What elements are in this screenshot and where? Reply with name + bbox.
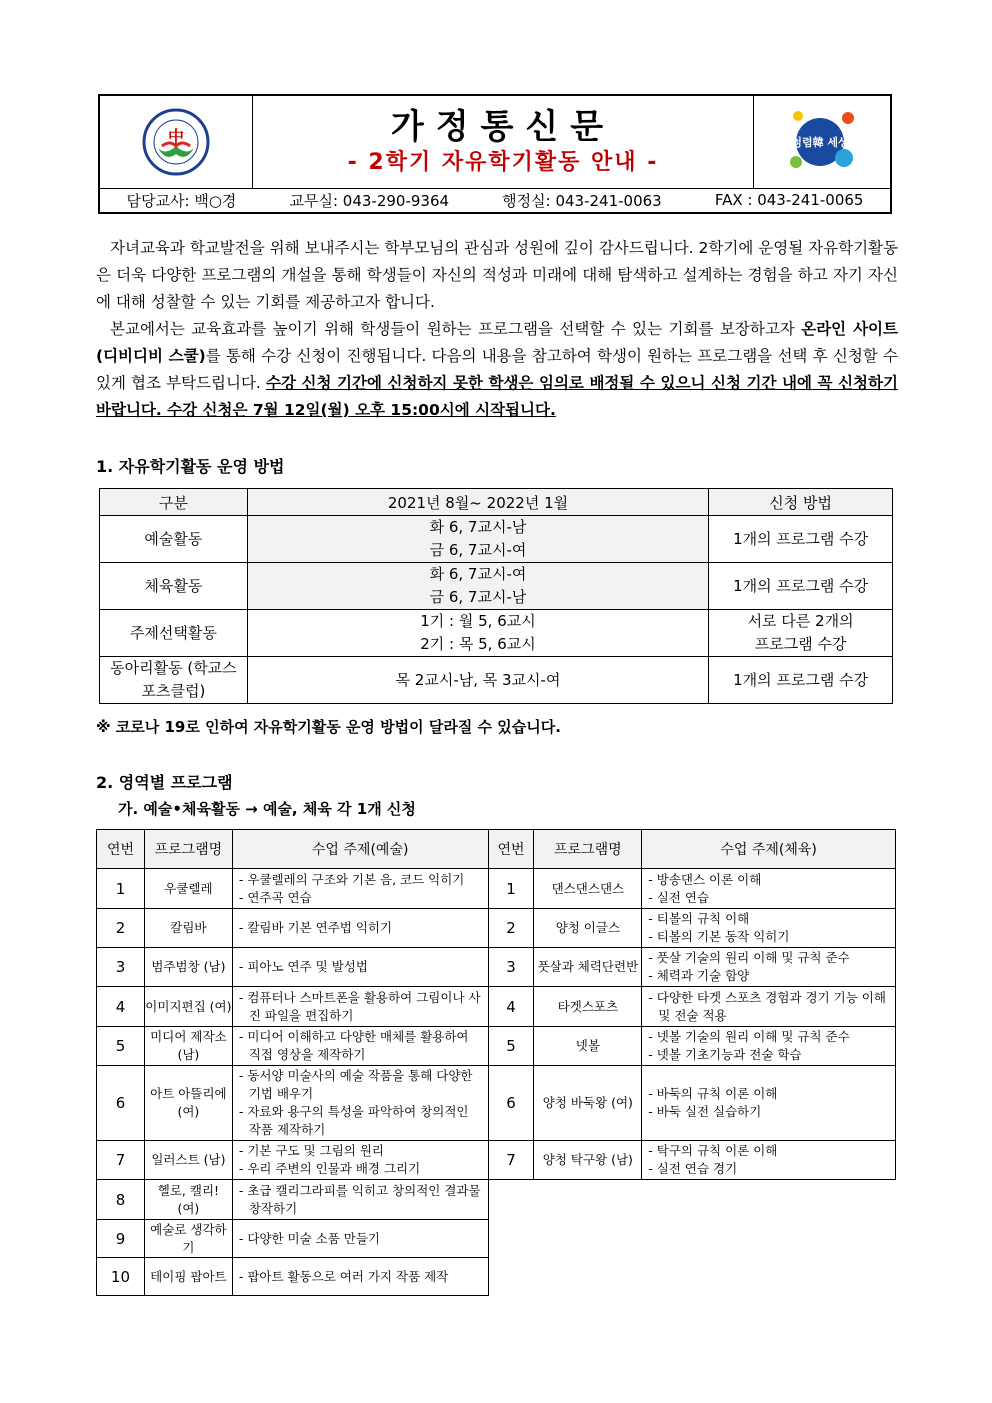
- program-table-header: 연번 프로그램명 수업 주제(예술) 연번 프로그램명 수업 주제(체육): [97, 830, 896, 869]
- topic-item: - 초급 캘리그라피를 익히고 창의적인 결과물 창작하기: [239, 1182, 482, 1218]
- program-name: 넷볼: [534, 1027, 642, 1066]
- contact-office: 교무실: 043-290-9364: [289, 191, 450, 210]
- topic-item: - 팝아트 활동으로 여러 가지 작품 제작: [239, 1268, 482, 1286]
- school-logo-cell: [100, 96, 253, 188]
- topic-item: - 연주곡 연습: [239, 889, 482, 907]
- program-name: 칼림바: [144, 909, 232, 948]
- program-name: 타겟스포츠: [534, 987, 642, 1027]
- topic-item: - 칼림바 기본 연주법 익히기: [239, 919, 482, 937]
- program-number: 7: [488, 1141, 534, 1180]
- program-name: 양청 이글스: [534, 909, 642, 948]
- program-topics: [642, 909, 896, 948]
- emblem-cell: [753, 96, 890, 188]
- program-name: 이미지편집 (여): [144, 987, 232, 1027]
- program-topics: [642, 987, 896, 1027]
- program-name: 우쿨렐레: [144, 869, 232, 909]
- integrity-emblem: [754, 96, 890, 188]
- program-topics: [232, 1027, 488, 1066]
- contact-row: [100, 188, 890, 212]
- program-topics: [232, 1258, 488, 1296]
- program-number: 4: [97, 987, 145, 1027]
- intro-paragraph-2: 본교에서는 교육효과를 높이기 위해 학생들이 원하는 프로그램을 선택할 수 있는 기회를 보장하고자 온라인 사이트(디비디비 스쿨)를 통해 수강 신청이 진행됩니다. 다음의 내용을 참고하여 학생이 원하는 프로그램을 선택 후 신청할 수 있게 협조 부탁드립니다. 수강 신청 기간에 신청하지 못한 학생은 임의로 배정될 수 있으니 신청 기간 내에 꼭 신청하기 바랍니다. 수강 신청은 7월 12일(월) 오후 15:00시에 시작됩니다.: [96, 320, 898, 419]
- topic-item: - 다양한 타겟 스포츠 경험과 경기 기능 이해 및 전술 적용: [648, 989, 889, 1025]
- table-row: [97, 1141, 896, 1180]
- table-row: 동아리활동 (학교스포츠클럽) 목 2교시-남, 목 3교시-여 1개의 프로그램 수강: [100, 657, 893, 704]
- topic-item: - 티볼의 기본 동작 익히기: [648, 928, 889, 946]
- program-name: 댄스댄스댄스: [534, 869, 642, 909]
- program-number: 5: [97, 1027, 145, 1066]
- program-name: 범주범창 (남): [144, 948, 232, 987]
- topic-item: - 티볼의 규칙 이해: [648, 910, 889, 928]
- program-number: 2: [97, 909, 145, 948]
- program-number: 3: [488, 948, 534, 987]
- emblem-text: 청렴韓 세상: [791, 136, 849, 149]
- program-name: 양청 바둑왕 (여): [534, 1066, 642, 1141]
- program-topics: [232, 1220, 488, 1258]
- contact-fax: FAX : 043-241-0065: [714, 191, 864, 209]
- program-topics: [232, 987, 488, 1027]
- program-number: 1: [97, 869, 145, 909]
- intro-paragraph-1: 자녀교육과 학교발전을 위해 보내주시는 학부모님의 관심과 성원에 깊이 감사드립니다. 2학기에 운영될 자유학기활동은 더욱 다양한 프로그램의 개설을 통해 학생들이 자신의 적성과 미래에 대해 탐색하고 설계하는 경험을 하고 자기 자신에 대해 성찰할 수 있는 기회를 제공하고자 합니다.: [96, 239, 898, 311]
- section1-title: 1. 자유학기활동 운영 방법: [96, 457, 285, 476]
- section2-title: 2. 영역별 프로그램: [96, 773, 233, 792]
- program-name: 양청 탁구왕 (남): [534, 1141, 642, 1180]
- program-topics: [232, 909, 488, 948]
- program-name: 일러스트 (남): [144, 1141, 232, 1180]
- table-row: [97, 987, 896, 1027]
- program-name: 풋살과 체력단련반: [534, 948, 642, 987]
- program-name: 미디어 제작소(남): [144, 1027, 232, 1066]
- contact-admin: 행정실: 043-241-0063: [502, 191, 662, 210]
- program-number: 6: [488, 1066, 534, 1141]
- topic-item: - 체력과 기술 함양: [648, 967, 889, 985]
- program-number: 6: [97, 1066, 145, 1141]
- topic-item: - 넷볼 기술의 원리 이해 및 규칙 준수: [648, 1028, 889, 1046]
- table-row: [97, 1066, 896, 1141]
- topic-item: - 실전 연습: [648, 889, 889, 907]
- program-topics: [642, 1141, 896, 1180]
- program-number: 1: [488, 869, 534, 909]
- program-number: 3: [97, 948, 145, 987]
- program-name: 아트 아뜰리에 (여): [144, 1066, 232, 1141]
- topic-item: - 미디어 이해하고 다양한 매체를 활용하여 직접 영상을 제작하기: [239, 1028, 482, 1064]
- table-row: [97, 909, 896, 948]
- program-number: 9: [97, 1220, 145, 1258]
- topic-item: - 바둑의 규칙 이론 이해: [648, 1085, 889, 1103]
- topic-item: - 넷볼 기초기능과 전술 학습: [648, 1046, 889, 1064]
- program-name: 예술로 생각하기: [144, 1220, 232, 1258]
- program-number: 10: [97, 1258, 145, 1296]
- col-header-category: 구분: [100, 489, 248, 516]
- table-row: 주제선택활동 1기 : 월 5, 6교시 2기 : 목 5, 6교시 서로 다른 2개의 프로그램 수강: [100, 610, 893, 657]
- section2-subtitle: 가. 예술•체육활동 → 예술, 체육 각 1개 신청: [118, 800, 416, 818]
- topic-item: - 우쿨렐레의 구조와 기본 음, 코드 익히기: [239, 871, 482, 889]
- program-topics: [642, 948, 896, 987]
- topic-item: - 방송댄스 이론 이해: [648, 871, 889, 889]
- topic-item: - 실전 연습 경기: [648, 1160, 889, 1178]
- page-subtitle: - 2학기 자유학기활동 안내 -: [347, 150, 659, 175]
- contact-teacher: 담당교사: 백○경: [126, 191, 237, 210]
- program-topics: [642, 869, 896, 909]
- intro-text: [96, 235, 898, 424]
- program-topics: [232, 948, 488, 987]
- school-logo: [100, 96, 252, 188]
- table-row: [97, 948, 896, 987]
- topic-item: - 탁구의 규칙 이론 이해: [648, 1142, 889, 1160]
- program-topics: [232, 1180, 488, 1220]
- covid-note: ※ 코로나 19로 인하여 자유학기활동 운영 방법이 달라질 수 있습니다.: [96, 718, 561, 736]
- table-row: 체육활동 화 6, 7교시-여 금 6, 7교시-남 1개의 프로그램 수강: [100, 563, 893, 610]
- page-title: 가정통신문: [390, 107, 616, 147]
- topic-item: - 피아노 연주 및 발성법: [239, 958, 482, 976]
- empty-area: [488, 1180, 896, 1296]
- header-top-row: [100, 96, 890, 189]
- table-row: [97, 1027, 896, 1066]
- operation-table: [99, 488, 893, 704]
- program-number: 8: [97, 1180, 145, 1220]
- program-number: 2: [488, 909, 534, 948]
- logo-character: 中: [167, 127, 185, 146]
- program-name: 헬로, 캘리! (여): [144, 1180, 232, 1220]
- col-header-period: 2021년 8월~ 2022년 1월: [247, 489, 708, 516]
- table-row: [97, 869, 896, 909]
- program-number: 5: [488, 1027, 534, 1066]
- program-topics: [232, 1066, 488, 1141]
- table-row: [97, 1180, 896, 1220]
- program-number: 4: [488, 987, 534, 1027]
- program-topics: [642, 1027, 896, 1066]
- program-topics: [232, 869, 488, 909]
- topic-item: - 기본 구도 및 그림의 원리: [239, 1142, 482, 1160]
- topic-item: - 자료와 용구의 특성을 파악하여 창의적인 작품 제작하기: [239, 1103, 482, 1139]
- title-cell: [252, 96, 754, 188]
- topic-item: - 컴퓨터나 스마트폰을 활용하여 그림이나 사진 파일을 편집하기: [239, 989, 482, 1025]
- deadline-notice: 수강 신청 기간에 신청하지 못한 학생은 임의로 배정될 수 있으니 신청 기간 내에 꼭 신청하기 바랍니다. 수강 신청은 7월 12일(월) 오후 15:00시에 시작됩니다.: [96, 374, 898, 419]
- topic-item: - 다양한 미술 소품 만들기: [239, 1230, 482, 1248]
- program-topics: [642, 1066, 896, 1141]
- topic-item: - 바둑 실전 실습하기: [648, 1103, 889, 1121]
- topic-item: - 동서양 미술사의 예술 작품을 통해 다양한 기법 배우기: [239, 1067, 482, 1103]
- topic-item: - 풋살 기술의 원리 이해 및 규칙 준수: [648, 949, 889, 967]
- header-box: [98, 94, 892, 214]
- program-number: 7: [97, 1141, 145, 1180]
- program-name: 테이핑 팝아트: [144, 1258, 232, 1296]
- operation-table-header: [100, 489, 893, 516]
- table-row: 예술활동 화 6, 7교시-남 금 6, 7교시-여 1개의 프로그램 수강: [100, 516, 893, 563]
- col-header-method: 신청 방법: [709, 489, 893, 516]
- topic-item: - 우리 주변의 인물과 배경 그리기: [239, 1160, 482, 1178]
- program-table: [96, 829, 896, 1296]
- program-topics: [232, 1141, 488, 1180]
